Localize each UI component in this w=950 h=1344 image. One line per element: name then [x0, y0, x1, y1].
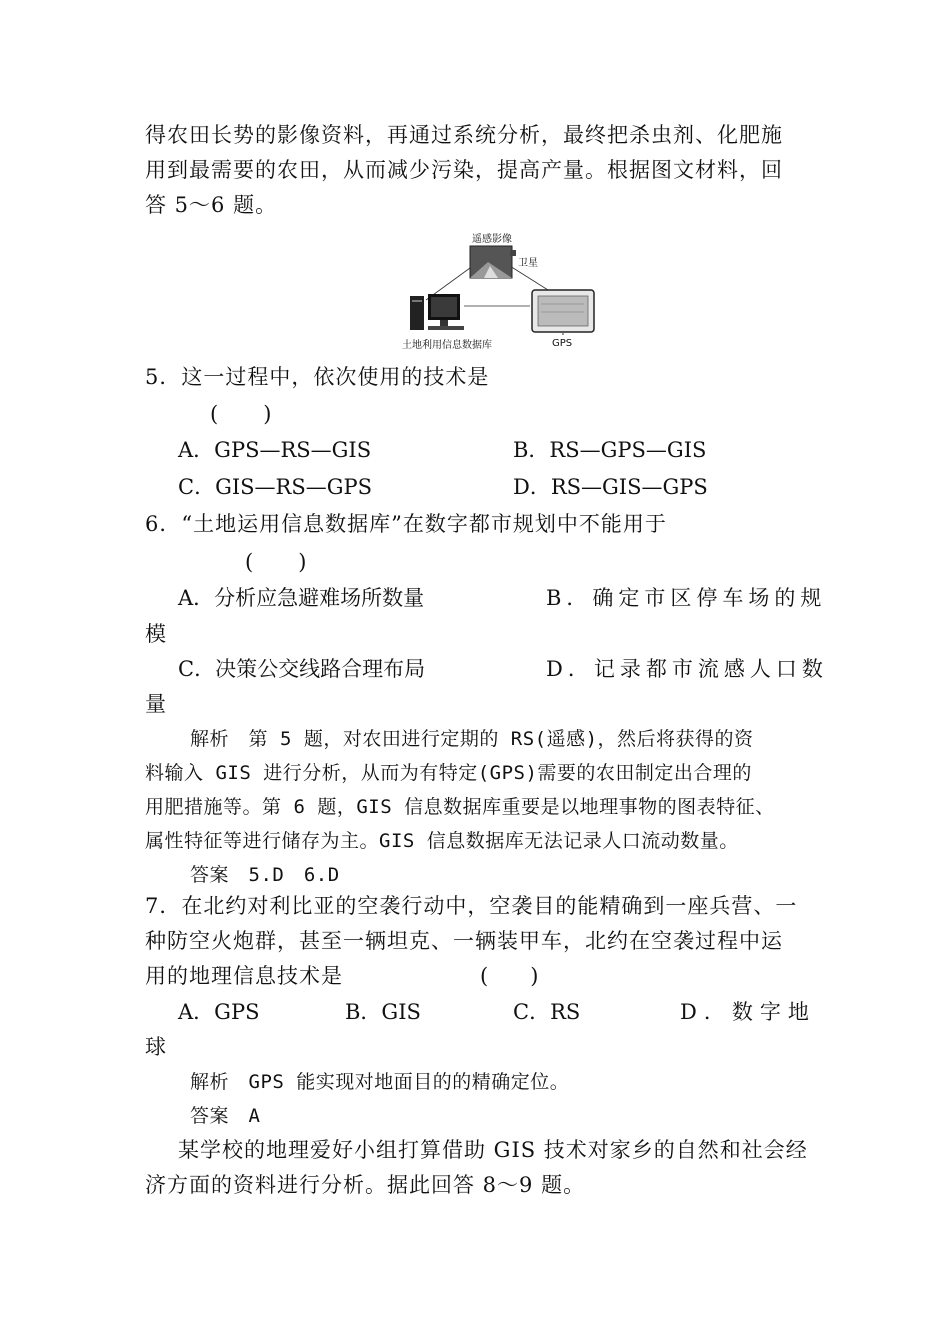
- q7-option-d-wrap: 球: [145, 1035, 167, 1059]
- q6-stem: 6．“土地运用信息数据库”在数字都市规划中不能用于: [145, 512, 667, 536]
- q5-option-b: B．RS—GPS—GIS: [513, 438, 707, 462]
- intro-line-1: 得农田长势的影像资料，再通过系统分析，最终把杀虫剂、化肥施: [145, 123, 783, 147]
- q7-answer-paren: ( ): [480, 964, 539, 988]
- analysis56-line-1: 解析 第 5 题，对农田进行定期的 RS(遥感)，然后将获得的资: [190, 728, 754, 750]
- analysis7-line-1: 解析 GPS 能实现对地面目的的精确定位。: [190, 1071, 570, 1093]
- q5-answer-paren: ( ): [210, 402, 273, 426]
- q5-stem: 5．这一过程中，依次使用的技术是: [145, 365, 490, 389]
- q6-option-b-wrap: 模: [145, 622, 167, 646]
- q6-option-a: A．分析应急避难场所数量: [178, 586, 425, 610]
- q7-option-c: C．RS: [513, 1000, 581, 1024]
- figure-label-remote-image: 遥感影像: [472, 234, 512, 245]
- analysis56-line-2: 料输入 GIS 进行分析，从而为有特定(GPS)需要的农田制定出合理的: [145, 762, 752, 784]
- q6-option-d: D．记录都市流感人口数: [546, 657, 828, 681]
- intro-line-3: 答 5～6 题。: [145, 193, 278, 217]
- q7-option-d: D．数字地: [680, 1000, 816, 1024]
- q6-answer-paren: ( ): [245, 550, 308, 574]
- rs-gis-gps-figure: [398, 226, 604, 352]
- figure-label-gps: GPS: [552, 338, 573, 349]
- q5-option-c: C．GIS—RS—GPS: [178, 475, 373, 499]
- q5-option-d: D．RS—GIS—GPS: [513, 475, 708, 499]
- q6-option-c: C．决策公交线路合理布局: [178, 657, 426, 681]
- q7-option-a: A．GPS: [178, 1000, 260, 1024]
- q7-option-b: B．GIS: [345, 1000, 421, 1024]
- figure-label-satellite: 卫星: [518, 258, 538, 269]
- analysis56-line-3: 用肥措施等。第 6 题，GIS 信息数据库重要是以地理事物的图表特征、: [145, 796, 775, 818]
- analysis56-line-4: 属性特征等进行储存为主。GIS 信息数据库无法记录人口流动数量。: [145, 830, 739, 852]
- q7-line-1: 7．在北约对利比亚的空袭行动中，空袭目的能精确到一座兵营、一: [145, 894, 798, 918]
- q89-intro-line-1: 某学校的地理爱好小组打算借助 GIS 技术对家乡的自然和社会经: [178, 1138, 808, 1162]
- q7-line-3: 用的地理信息技术是: [145, 964, 343, 988]
- q7-line-2: 种防空火炮群，甚至一辆坦克、一辆装甲车，北约在空袭过程中运: [145, 929, 783, 953]
- intro-line-2: 用到最需要的农田，从而减少污染，提高产量。根据图文材料，回: [145, 158, 783, 182]
- q6-option-b: B．确定市区停车场的规: [546, 586, 827, 610]
- q6-option-d-wrap: 量: [145, 692, 167, 716]
- figure-label-database: 土地利用信息数据库: [402, 340, 492, 351]
- q89-intro-line-2: 济方面的资料进行分析。据此回答 8～9 题。: [145, 1173, 586, 1197]
- analysis7-answer: 答案 A: [190, 1105, 261, 1127]
- analysis56-answer: 答案 5.D 6.D: [190, 864, 340, 886]
- q5-option-a: A．GPS—RS—GIS: [178, 438, 372, 462]
